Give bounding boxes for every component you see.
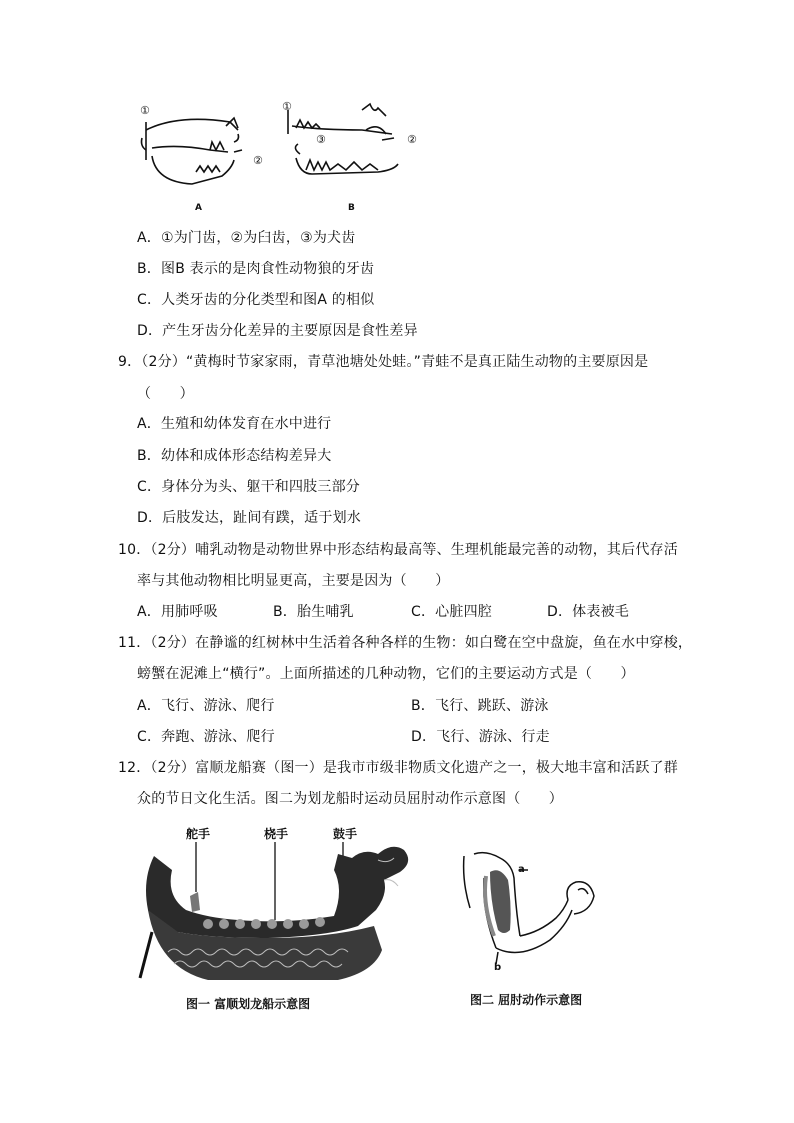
biceps-label-a: a bbox=[518, 864, 525, 875]
skull-a-diagram bbox=[138, 100, 278, 200]
skull-b-diagram bbox=[282, 100, 422, 200]
label-helmsman: 舵手 bbox=[186, 827, 211, 841]
q9-option-a[interactable]: A．生殖和幼体发育在水中进行 bbox=[137, 416, 332, 432]
q8-option-b[interactable]: B．图B 表示的是肉食性动物狼的牙齿 bbox=[137, 261, 375, 277]
arm-flexion-drawing bbox=[460, 852, 610, 972]
q11-option-d[interactable]: D．飞行、游泳、行走 bbox=[411, 729, 550, 745]
q8-option-d[interactable]: D．产生牙齿分化差异的主要原因是食性差异 bbox=[137, 323, 418, 339]
q11-option-c[interactable]: C．奔跑、游泳、爬行 bbox=[137, 729, 275, 745]
marker-1-b: ① bbox=[282, 100, 292, 113]
figure-a-label: A bbox=[195, 203, 202, 213]
marker-1-a: ① bbox=[140, 104, 150, 117]
q9-option-b[interactable]: B．幼体和成体形态结构差异大 bbox=[137, 448, 332, 464]
q10-option-b[interactable]: B．胎生哺乳 bbox=[273, 604, 354, 620]
figure-b-label: B bbox=[348, 203, 355, 213]
marker-2-a: ② bbox=[253, 154, 263, 167]
q9-option-c[interactable]: C．身体分为头、躯干和四肢三部分 bbox=[137, 479, 360, 495]
triceps-label-b: b bbox=[494, 962, 502, 973]
dragon-boat-drawing bbox=[138, 840, 418, 990]
q10-stem-cont: 率与其他动物相比明显更高，主要是因为（ ） bbox=[137, 573, 450, 589]
label-rower: 桡手 bbox=[264, 827, 289, 841]
q10-stem: 10．（2分）哺乳动物是动物世界中形态结构最高等、生理机能最完善的动物，其后代存活 bbox=[118, 542, 678, 558]
q11-option-b[interactable]: B．飞行、跳跃、游泳 bbox=[411, 698, 549, 714]
q10-option-c[interactable]: C．心脏四腔 bbox=[411, 604, 492, 620]
q12-stem-cont: 众的节日文化生活。图二为划龙船时运动员屈肘动作示意图（ ） bbox=[137, 791, 563, 807]
q8-option-a[interactable]: A．①为门齿，②为臼齿，③为犬齿 bbox=[137, 230, 356, 246]
q9-stem: 9．（2分）“黄梅时节家家雨，青草池塘处处蛙。”青蛙不是真正陆生动物的主要原因是 bbox=[118, 354, 649, 370]
figure-1-caption: 图一 富顺划龙船示意图 bbox=[186, 997, 311, 1011]
q11-stem-cont: 螃蟹在泥滩上“横行”。上面所描述的几种动物，它们的主要运动方式是（ ） bbox=[137, 666, 635, 682]
q10-option-d[interactable]: D．体表被毛 bbox=[547, 604, 629, 620]
q11-option-a[interactable]: A．飞行、游泳、爬行 bbox=[137, 698, 275, 714]
marker-2-b: ② bbox=[407, 133, 417, 146]
label-drummer: 鼓手 bbox=[333, 827, 358, 841]
q8-option-c[interactable]: C．人类牙齿的分化类型和图A 的相似 bbox=[137, 292, 375, 308]
q9-option-d[interactable]: D．后肢发达，趾间有蹼，适于划水 bbox=[137, 510, 361, 526]
figure-2-caption: 图二 屈肘动作示意图 bbox=[470, 993, 583, 1007]
q11-stem: 11．（2分）在静谧的红树林中生活着各种各样的生物：如白鹭在空中盘旋，鱼在水中穿梭， bbox=[118, 635, 693, 651]
q10-option-a[interactable]: A．用肺呼吸 bbox=[137, 604, 218, 620]
q12-stem: 12．（2分）富顺龙船赛（图一）是我市市级非物质文化遗产之一，极大地丰富和活跃了群 bbox=[118, 760, 678, 776]
marker-3-b: ③ bbox=[316, 133, 326, 146]
q9-answer-blank: （ ） bbox=[137, 386, 194, 402]
